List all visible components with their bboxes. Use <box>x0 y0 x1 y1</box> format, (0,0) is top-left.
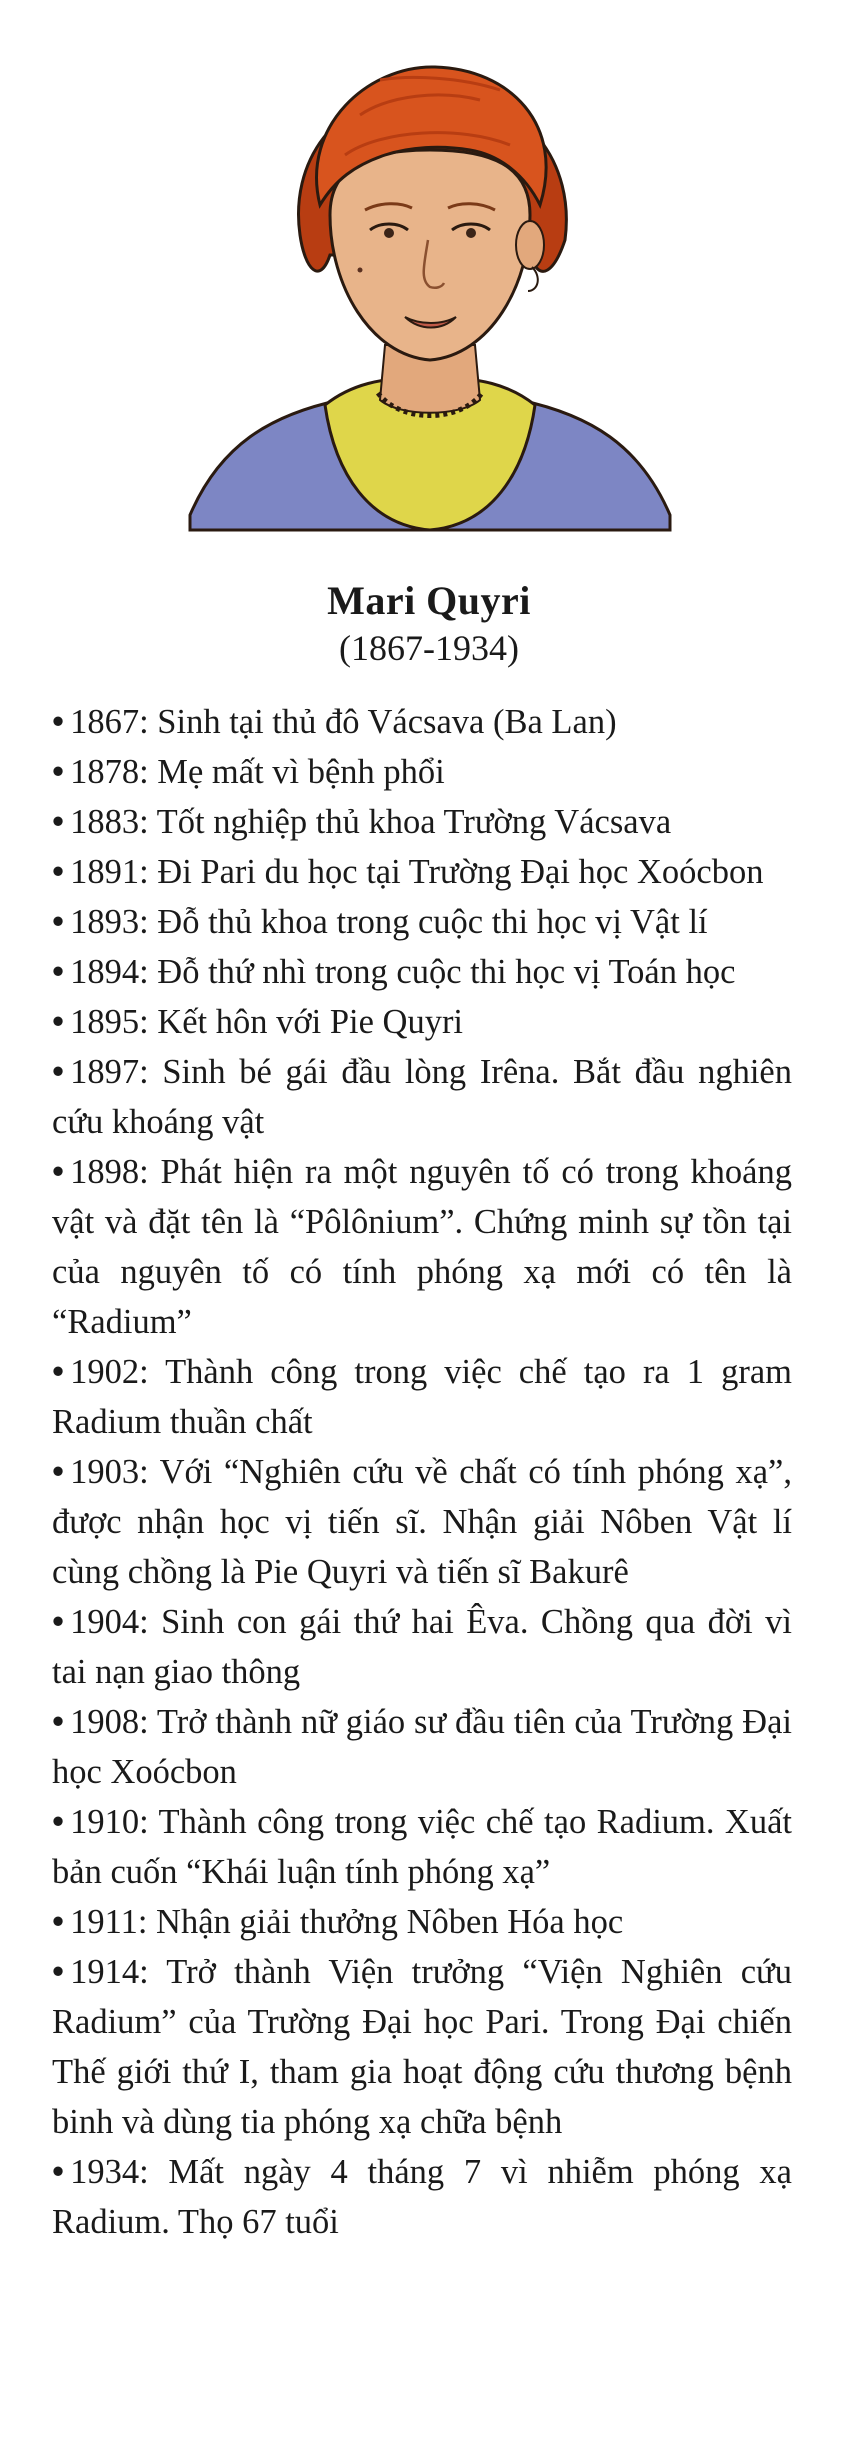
timeline-entry <box>52 2147 792 2247</box>
timeline-entry <box>52 1697 792 1797</box>
timeline-entry-text: 1898: Phát hiện ra một nguyên tố có trong khoáng vật và đặt tên là “Pôlônium”. Chứng minh sự tồn tại của nguyên tố có tính phóng xạ mới có tên là “Radium” <box>52 1153 792 1341</box>
person-name: Mari Quyri <box>327 578 531 623</box>
timeline-entry-text: 1878: Mẹ mất vì bệnh phổi <box>70 753 445 791</box>
bullet: • <box>52 1703 65 1741</box>
earring-shape <box>528 267 538 291</box>
right-pupil-shape <box>466 228 476 238</box>
timeline-entry-text: 1934: Mất ngày 4 tháng 7 vì nhiễm phóng xạ Radium. Thọ 67 tuổi <box>52 2153 792 2241</box>
timeline-entry <box>52 947 792 997</box>
timeline-entry <box>52 1047 792 1147</box>
bullet: • <box>52 853 65 891</box>
timeline-entry-text: 1908: Trở thành nữ giáo sư đầu tiên của Trường Đại học Xoócbon <box>52 1703 792 1791</box>
life-years: (1867-1934) <box>339 628 519 668</box>
timeline-entry-text: 1911: Nhận giải thưởng Nôben Hóa học <box>70 1903 624 1941</box>
timeline-entry <box>52 997 792 1047</box>
timeline-entry <box>52 697 792 747</box>
bullet: • <box>52 1153 65 1191</box>
timeline-entry <box>52 1797 792 1897</box>
bullet: • <box>52 953 65 991</box>
bullet: • <box>52 1953 65 1991</box>
timeline-entry <box>52 1947 792 2147</box>
bullet: • <box>52 703 65 741</box>
bullet: • <box>52 1453 65 1491</box>
timeline-entry-text: 1883: Tốt nghiệp thủ khoa Trường Vácsava <box>70 803 672 841</box>
left-pupil-shape <box>384 228 394 238</box>
timeline-entry <box>52 1447 792 1597</box>
bullet: • <box>52 803 65 841</box>
timeline-entry <box>52 897 792 947</box>
timeline-entry-text: 1894: Đỗ thứ nhì trong cuộc thi học vị Toán học <box>70 953 736 991</box>
timeline-entry-text: 1902: Thành công trong việc chế tạo ra 1 gram Radium thuần chất <box>52 1353 792 1441</box>
ear-shape <box>516 221 544 269</box>
bullet: • <box>52 1053 65 1091</box>
timeline-entry-text: 1914: Trở thành Viện trưởng “Viện Nghiên cứu Radium” của Trường Đại học Pari. Trong Đại chiến Thế giới thứ I, tham gia hoạt động cứu thương bệnh binh và dùng tia phóng xạ chữa bệnh <box>52 1953 792 2141</box>
bullet: • <box>52 753 65 791</box>
timeline-entry <box>52 797 792 847</box>
timeline-entry-text: 1891: Đi Pari du học tại Trường Đại học Xoócbon <box>70 853 764 891</box>
timeline-entry-text: 1867: Sinh tại thủ đô Vácsava (Ba Lan) <box>70 703 617 741</box>
timeline-entry-text: 1904: Sinh con gái thứ hai Êva. Chồng qua đời vì tai nạn giao thông <box>52 1603 792 1691</box>
timeline-entry-text: 1903: Với “Nghiên cứu về chất có tính phóng xạ”, được nhận học vị tiến sĩ. Nhận giải Nôben Vật lí cùng chồng là Pie Quyri và tiến sĩ Bakurê <box>52 1453 792 1591</box>
bullet: • <box>52 1003 65 1041</box>
timeline-entry <box>52 747 792 797</box>
bullet: • <box>52 903 65 941</box>
timeline-entry-text: 1895: Kết hôn với Pie Quyri <box>70 1003 464 1041</box>
timeline-entry <box>52 1147 792 1347</box>
bullet: • <box>52 1803 65 1841</box>
timeline-entry <box>52 847 792 897</box>
timeline-entry-text: 1897: Sinh bé gái đầu lòng Irêna. Bắt đầu nghiên cứu khoáng vật <box>52 1053 792 1141</box>
timeline-entry <box>52 1597 792 1697</box>
bullet: • <box>52 2153 65 2191</box>
portrait-illustration-icon <box>180 55 680 555</box>
timeline-entry <box>52 1347 792 1447</box>
timeline-entry <box>52 1897 792 1947</box>
bullet: • <box>52 1603 65 1641</box>
timeline-list <box>52 697 792 2247</box>
timeline-entry-text: 1893: Đỗ thủ khoa trong cuộc thi học vị Vật lí <box>70 903 708 941</box>
face-shape <box>330 150 530 360</box>
mole-shape <box>358 268 363 273</box>
timeline-entry-text: 1910: Thành công trong việc chế tạo Radium. Xuất bản cuốn “Khái luận tính phóng xạ” <box>52 1803 792 1891</box>
bullet: • <box>52 1903 65 1941</box>
bullet: • <box>52 1353 65 1391</box>
